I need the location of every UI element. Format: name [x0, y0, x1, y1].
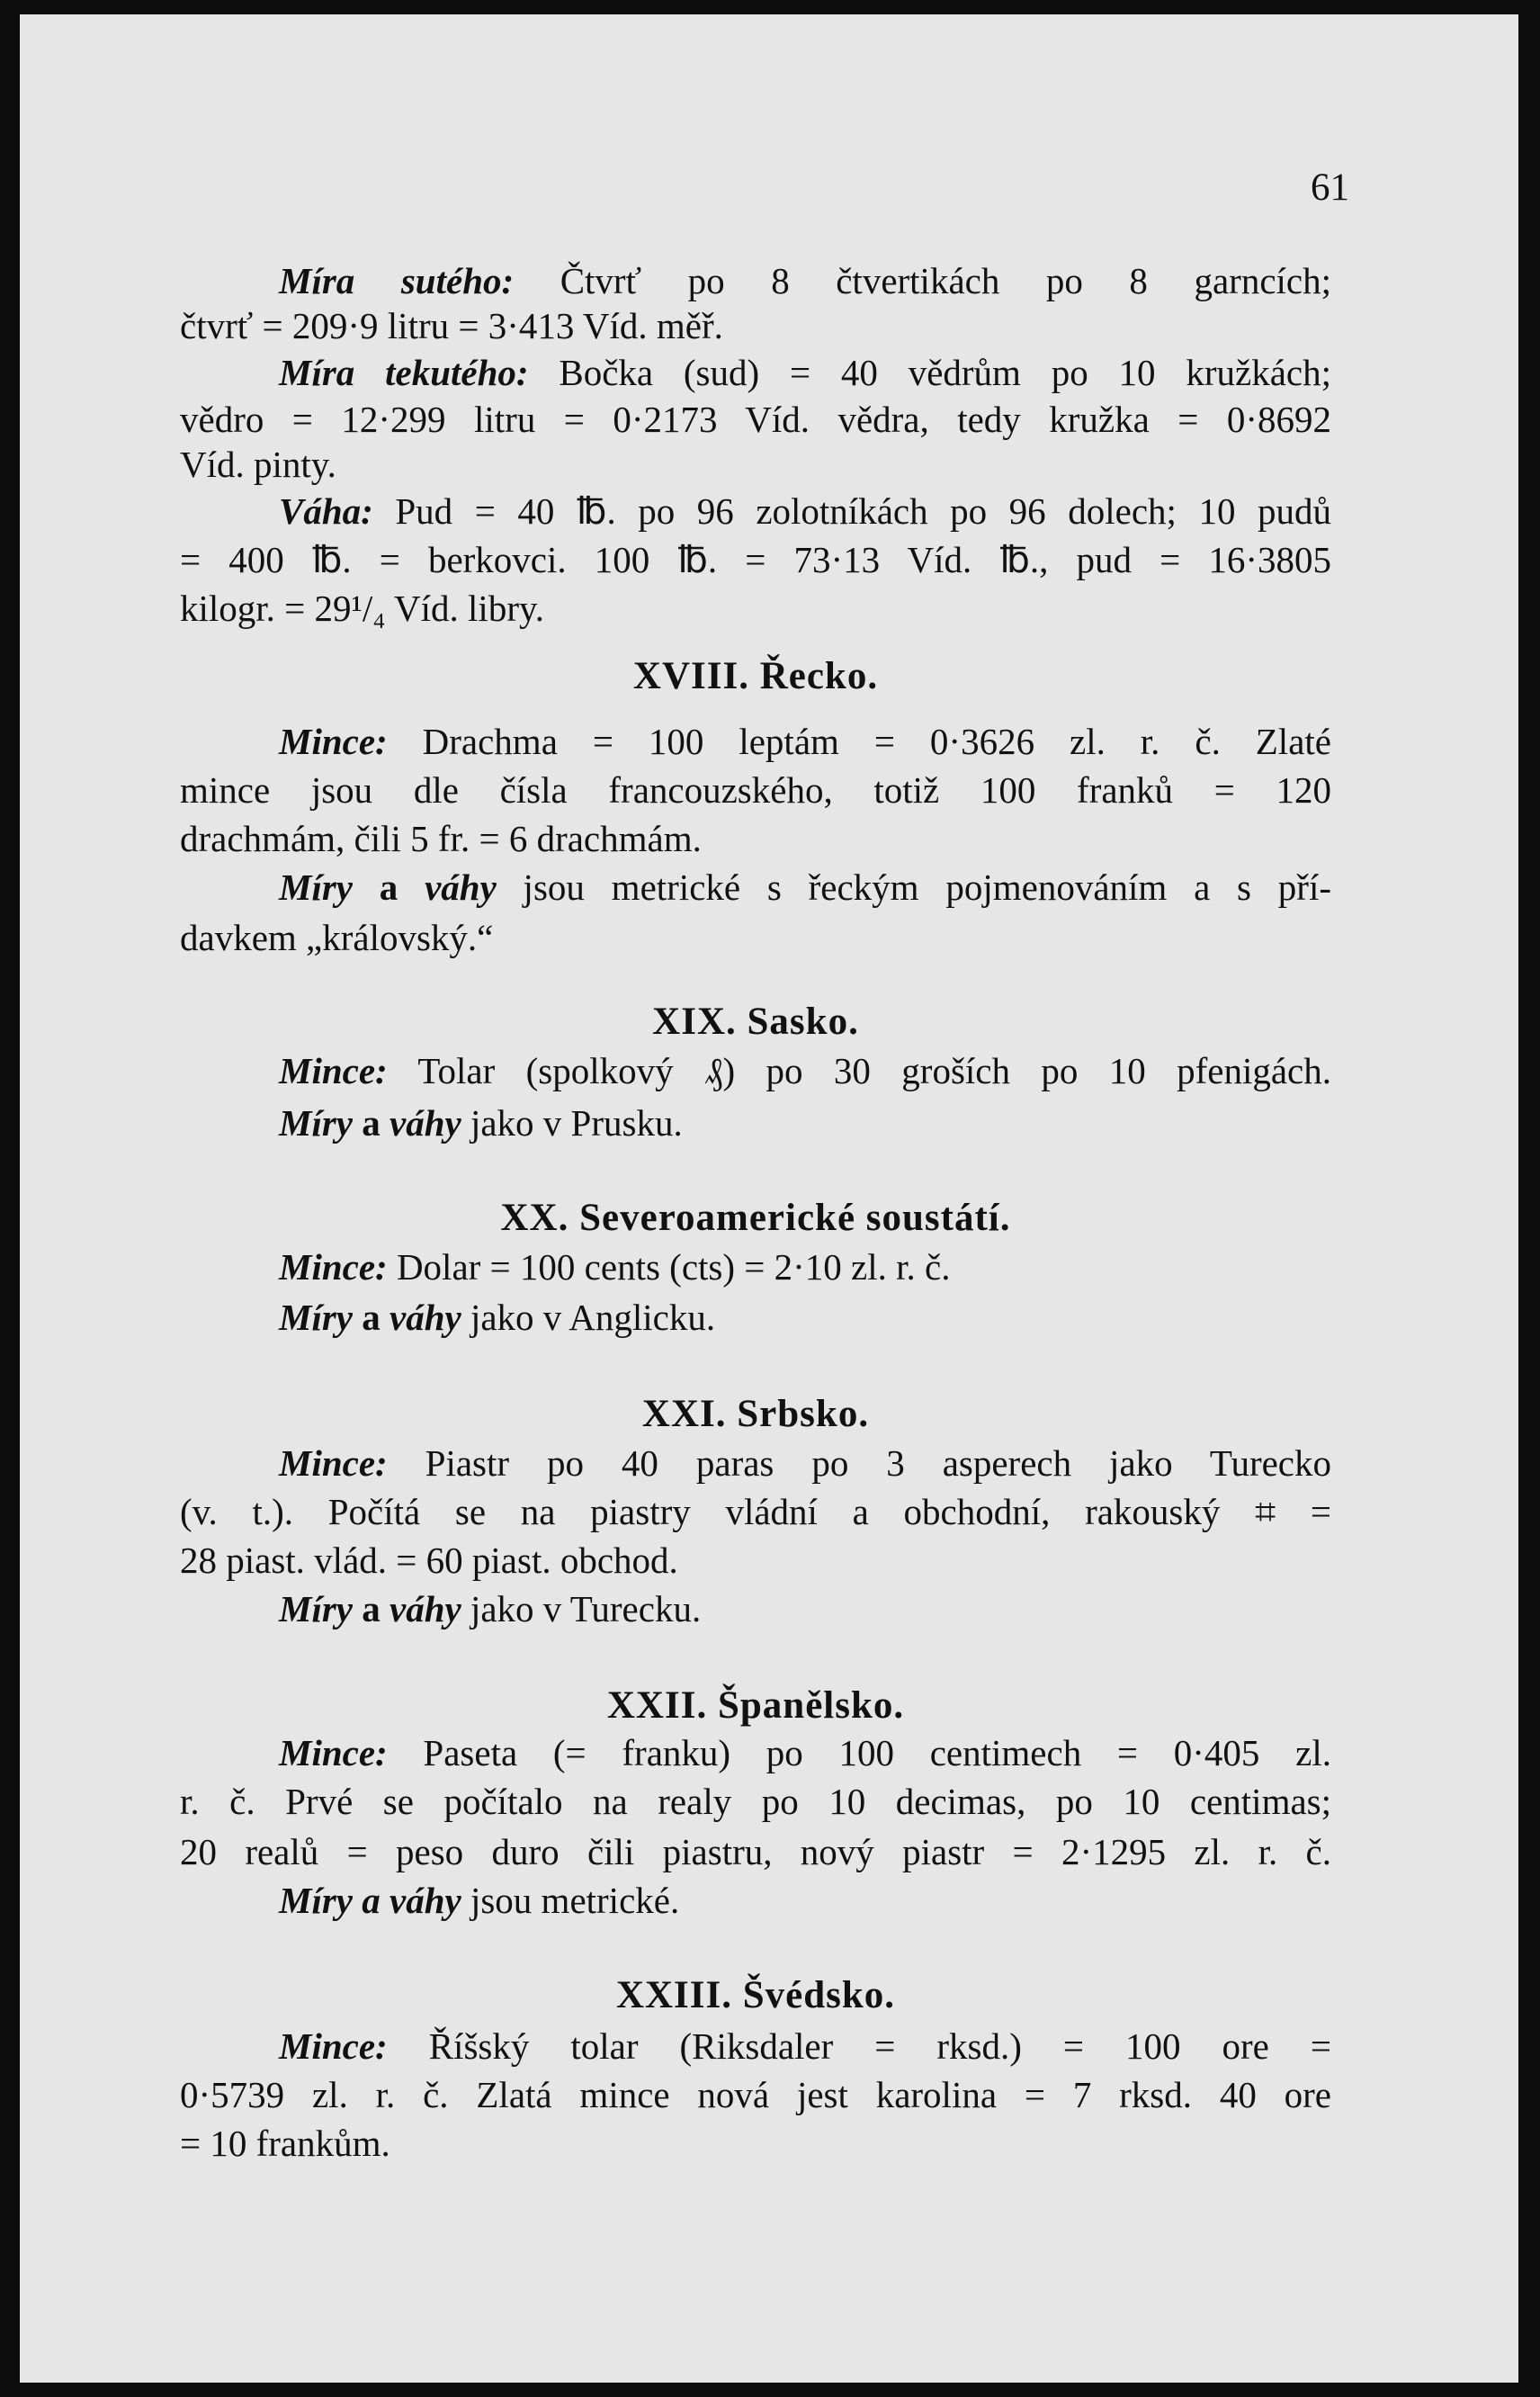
section-heading [180, 1387, 1331, 1441]
text-line [180, 860, 1331, 914]
line-text: Pud = 40 ℔. po 96 zolotníkách po 96 dolech; 10 pudů [372, 490, 1331, 532]
section-heading [180, 1969, 1331, 2023]
section-heading-text: XVIII. Řecko. [632, 655, 879, 697]
term-label: Váha: [279, 490, 373, 532]
line-text: Piastr po 40 paras po 3 asperech jako Turecko [387, 1442, 1331, 1484]
line-text: jako v Turecku. [461, 1588, 702, 1629]
text-line [180, 299, 1331, 353]
line-text: 20 realů = peso duro čili piastru, nový piastr = 2·1295 zl. r. č. [180, 1831, 1331, 1872]
text-line [180, 1096, 1331, 1150]
term-label: Mince: [279, 1246, 388, 1288]
section-heading-text: XX. Severoamerické soustátí. [500, 1197, 1011, 1239]
section-heading [180, 1191, 1331, 1245]
line-text: (v. t.). Počítá se na piastry vládní a obchodní, rakouský ⌗ = [180, 1491, 1331, 1532]
text-line [180, 763, 1331, 817]
term-label: Mince: [279, 1050, 388, 1091]
section-heading-text: XIX. Sasko. [652, 1001, 859, 1043]
line-text: Říšský tolar (Riksdaler = rksd.) = 100 ore = [387, 2025, 1331, 2067]
conjunction: a [353, 866, 425, 908]
page-number: 61 [1311, 166, 1349, 209]
line-text: r. č. Prvé se počítalo na realy po 10 decimas, po 10 centimas; [180, 1781, 1331, 1822]
text-line [180, 1240, 1331, 1294]
text-line [180, 2068, 1331, 2122]
line-text: drachmám, čili 5 fr. = 6 drachmám. [180, 818, 702, 859]
text-line [180, 812, 1331, 866]
text-line [180, 1436, 1331, 1490]
section-heading-text: XXIII. Švédsko. [615, 1974, 896, 2016]
section-heading [180, 650, 1331, 704]
line-text: jako v Prusku. [461, 1102, 683, 1144]
conjunction: a [353, 1297, 389, 1338]
term-label: Míry [279, 1588, 353, 1629]
text-line [180, 1774, 1331, 1828]
conjunction: a [353, 1588, 389, 1629]
line-text: kilogr. = 29¹/₄ Víd. libry. [180, 588, 545, 629]
text-line [180, 1485, 1331, 1539]
line-text: = 10 frankům. [180, 2123, 390, 2164]
line-text: Čtvrť po 8 čtvertikách po 8 garncích; [514, 260, 1331, 301]
term-label: Míra sutého: [279, 260, 515, 301]
text-line [180, 1582, 1331, 1636]
line-text: Bočka (sud) = 40 vědrům po 10 kružkách; [528, 352, 1331, 393]
text-line [180, 714, 1331, 768]
line-text: Víd. pinty. [180, 444, 336, 485]
section-heading-text: XXI. Srbsko. [641, 1393, 870, 1435]
conjunction: a [353, 1102, 389, 1144]
text-line [180, 911, 1331, 965]
text-line [180, 437, 1331, 491]
text-line [180, 1726, 1331, 1780]
term-label: váhy [389, 1102, 461, 1144]
line-text: Paseta (= franku) po 100 centimech = 0·405 zl. [387, 1732, 1331, 1773]
line-text: 28 piast. vlád. = 60 piast. obchod. [180, 1540, 678, 1581]
text-line [180, 581, 1331, 635]
term-label: váhy [389, 1588, 461, 1629]
line-text: jsou metrické. [461, 1880, 680, 1921]
line-text: Dolar = 100 cents (cts) = 2·10 zl. r. č. [387, 1246, 951, 1288]
term-label: Míry [279, 1102, 353, 1144]
text-line [180, 2116, 1331, 2170]
term-label: Míry [279, 866, 353, 908]
term-label: Mince: [279, 2025, 388, 2067]
term-label: váhy [389, 1297, 461, 1338]
term-label: Mince: [279, 721, 388, 762]
line-text: Drachma = 100 leptám = 0·3626 zl. r. č. Zlaté [387, 721, 1331, 762]
text-line [180, 346, 1331, 400]
text-line [180, 2019, 1331, 2073]
term-label: Míra tekutého: [279, 352, 529, 393]
section-heading [180, 995, 1331, 1049]
term-label: Míry [279, 1297, 353, 1338]
line-text: jsou metrické s řeckým pojmenováním a s pří- [496, 866, 1331, 908]
text-line [180, 1290, 1331, 1344]
section-heading-text: XXII. Španělsko. [606, 1684, 905, 1727]
line-text: Tolar (spolkový ₰) po 30 groších po 10 pfenigách. [387, 1050, 1331, 1091]
section-heading [180, 1679, 1331, 1733]
line-text: davkem „královský.“ [180, 917, 494, 958]
term-label: Mince: [279, 1732, 388, 1773]
text-line [180, 1533, 1331, 1587]
line-text: 0·5739 zl. r. č. Zlatá mince nová jest karolina = 7 rksd. 40 ore [180, 2074, 1331, 2115]
term-label: Mince: [279, 1442, 388, 1484]
text-line [180, 1825, 1331, 1879]
line-text: = 400 ℔. = berkovci. 100 ℔. = 73·13 Víd. ℔., pud = 16·3805 [180, 539, 1331, 580]
line-text: vědro = 12·299 litru = 0·2173 Víd. vědra, tedy kružka = 0·8692 [180, 399, 1331, 440]
text-line [180, 484, 1331, 538]
text-line [180, 1044, 1331, 1098]
line-text: čtvrť = 209·9 litru = 3·413 Víd. měř. [180, 305, 723, 346]
text-line [180, 533, 1331, 587]
term-label: váhy [425, 866, 497, 908]
text-line [180, 1873, 1331, 1927]
line-text: jako v Anglicku. [461, 1297, 716, 1338]
line-text: mince jsou dle čísla francouzského, totiž 100 franků = 120 [180, 769, 1331, 811]
term-label: Míry a váhy [279, 1880, 461, 1921]
